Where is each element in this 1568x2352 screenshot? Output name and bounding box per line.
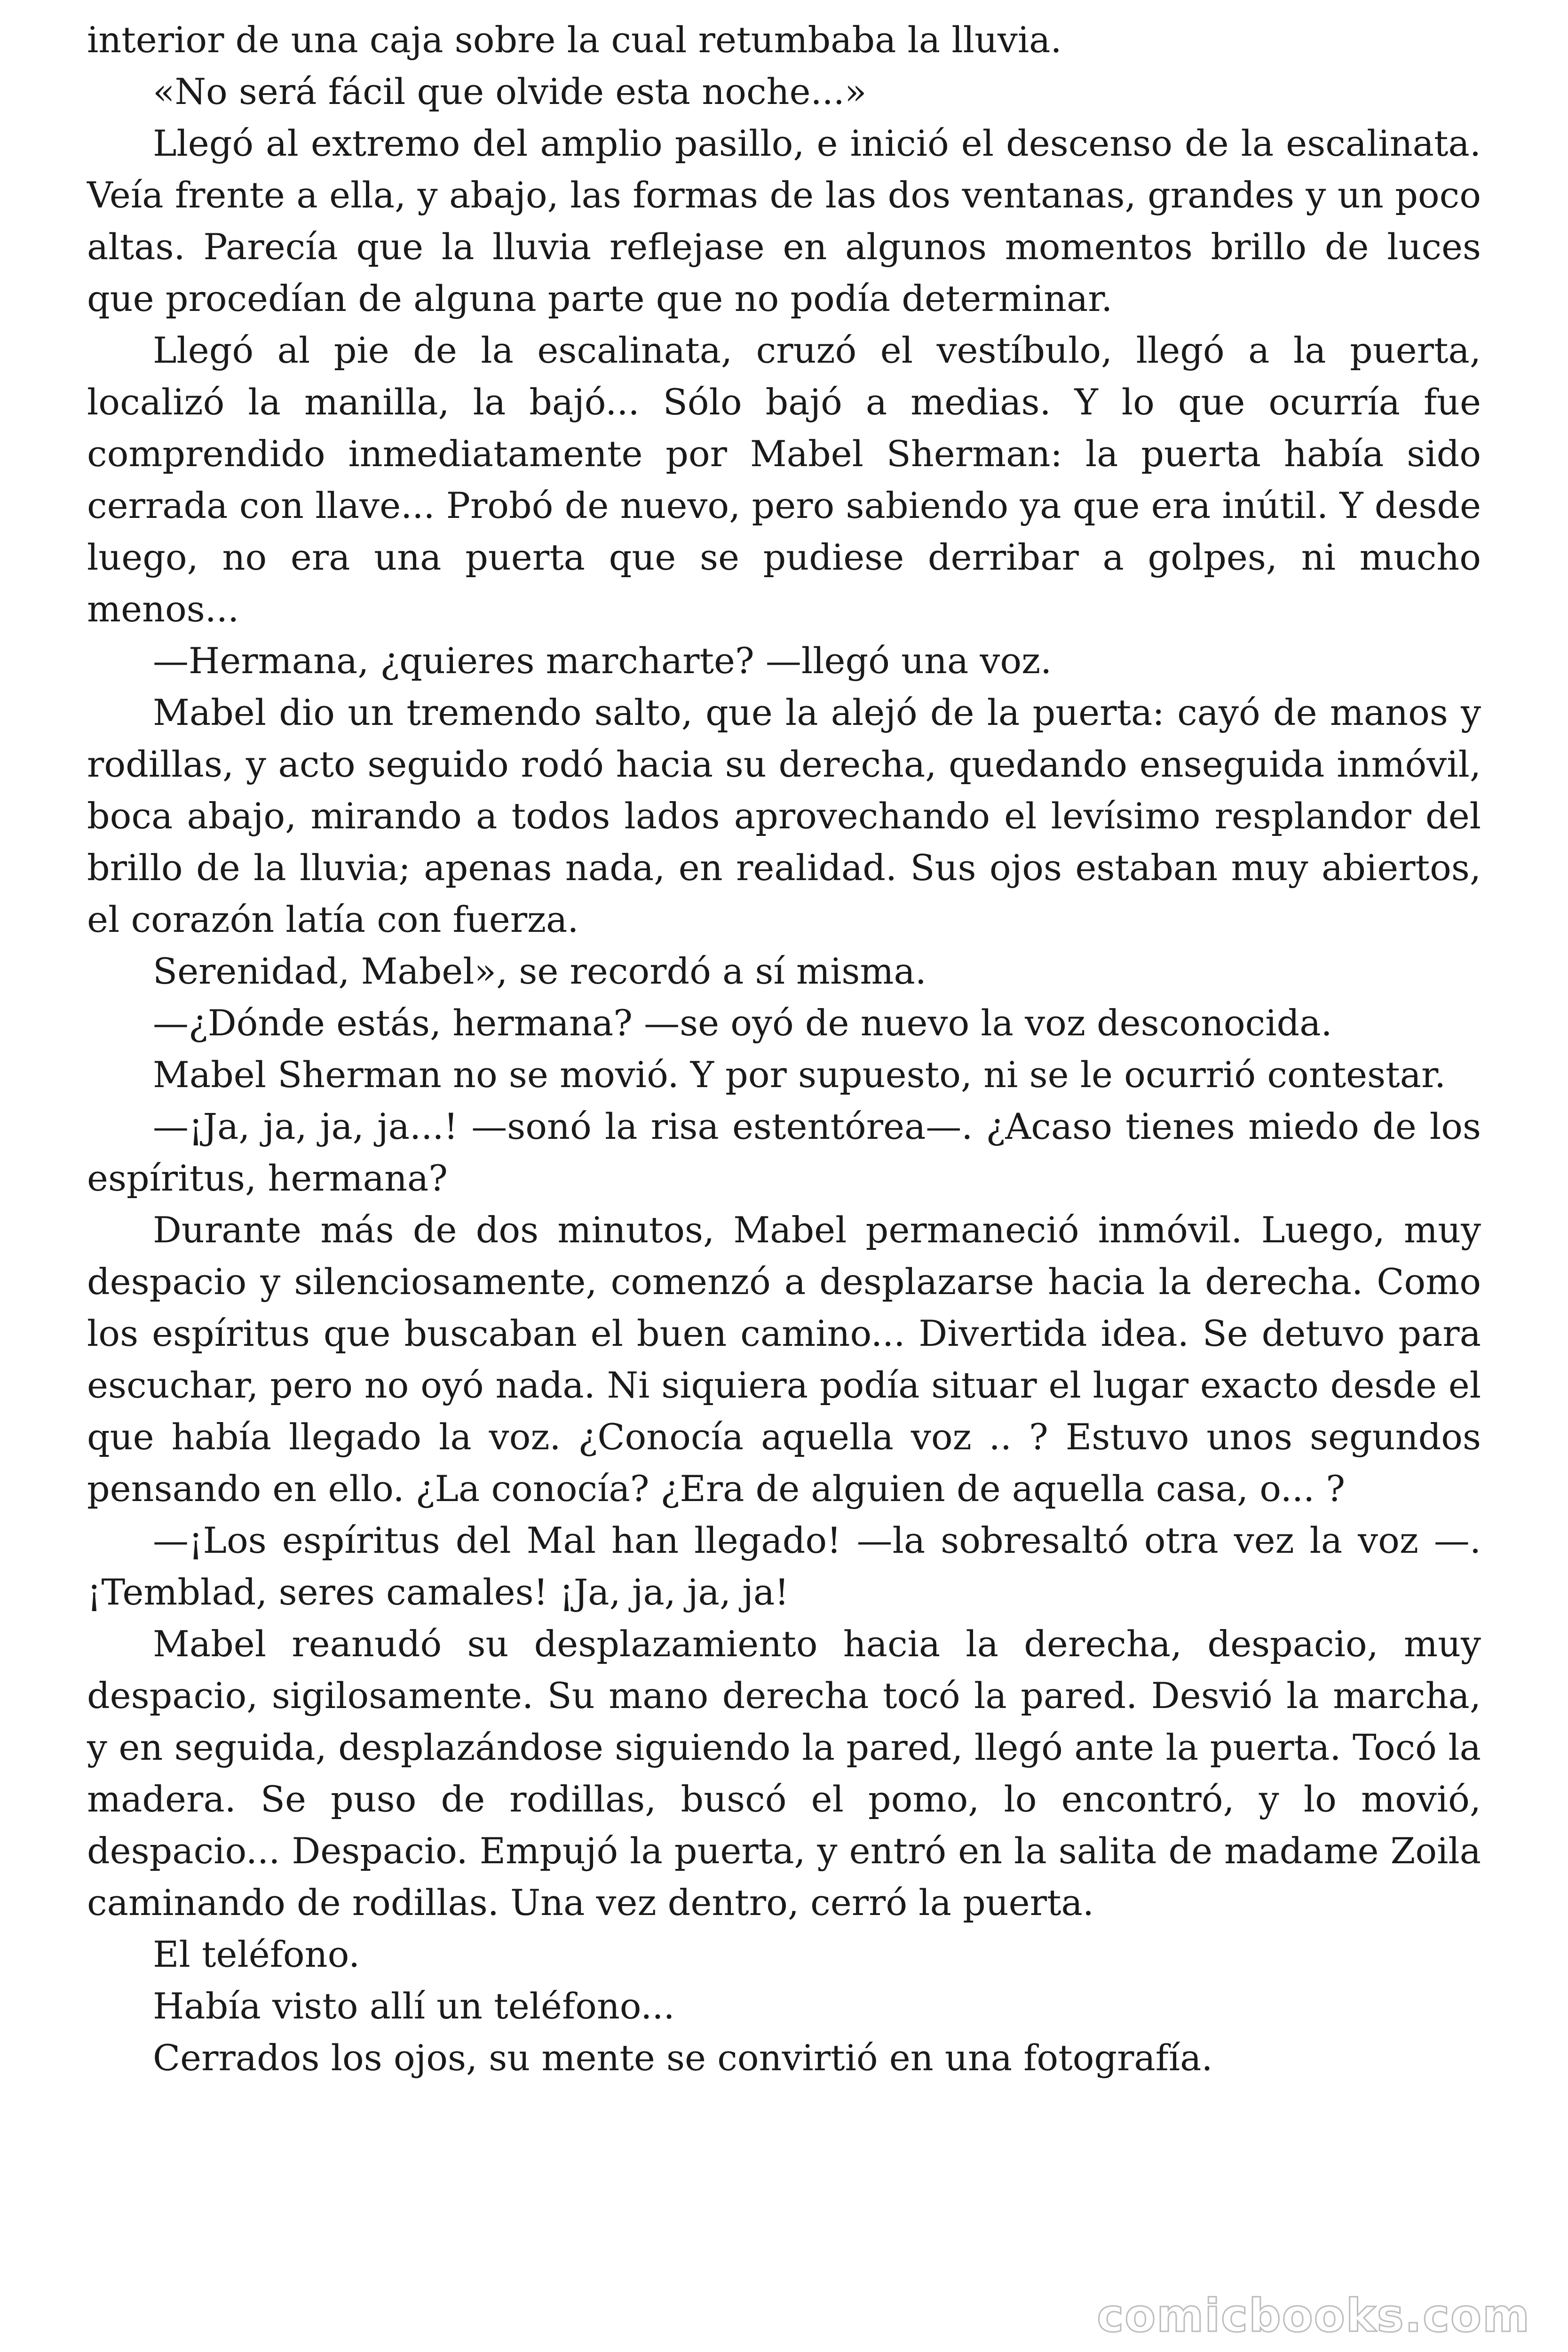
paragraph-3: Llegó al extremo del amplio pasillo, e inició el descenso de la escalinata. Veía frente a ella, y abajo, las formas de las dos ventanas, grandes y un poco altas. Parecía que la lluvia reflejase en algunos momentos brillo de luces que procedían de alguna parte que no podía determinar. <box>87 122 1481 319</box>
paragraph-11: Durante más de dos minutos, Mabel permaneció inmóvil. Luego, muy despacio y silenciosamente, comenzó a desplazarse hacia la derecha. Como los espíritus que buscaban el buen camino... Divertida idea. Se detuvo para escuchar, pero no oyó nada. Ni siquiera podía situar el lugar exacto desde el que había llegado la voz. ¿Conocía aquella voz .. ? Estuvo unos segundos pensando en ello. ¿La conocía? ¿Era de alguien de aquella casa, o... ? <box>87 1209 1481 1510</box>
paragraph-1: interior de una caja sobre la cual retumbaba la lluvia. <box>87 19 1062 61</box>
paragraph-4: Llegó al pie de la escalinata, cruzó el vestíbulo, llegó a la puerta, localizó la manilla, la bajó... Sólo bajó a medias. Y lo que ocurría fue comprendido inmediatamente por Mabel Sherman: la puerta había sido cerrada con llave... Probó de nuevo, pero sabiendo ya que era inútil. Y desde luego, no era una puerta que se pudiese derribar a golpes, ni mucho menos... <box>87 329 1481 630</box>
paragraph-15: Había visto allí un teléfono... <box>153 1985 675 2027</box>
paragraph-14: El teléfono. <box>153 1933 360 1975</box>
paragraph-7: Serenidad, Mabel», se recordó a sí misma. <box>153 950 927 992</box>
paragraph-13: Mabel reanudó su desplazamiento hacia la derecha, despacio, muy despacio, sigilosamente. Su mano derecha tocó la pared. Desvió la marcha, y en seguida, desplazándose siguiendo la pared, llegó ante la puerta. Tocó la madera. Se puso de rodillas, buscó el pomo, lo encontró, y lo movió, despacio... Despacio. Empujó la puerta, y entró en la salita de madame Zoila caminando de rodillas. Una vez dentro, cerró la puerta. <box>87 1623 1481 1923</box>
paragraph-12: —¡Los espíritus del Mal han llegado! —la sobresaltó otra vez la voz —. ¡Temblad, seres camales! ¡Ja, ja, ja, ja! <box>87 1519 1481 1613</box>
paragraph-2: «No será fácil que olvide esta noche...» <box>153 71 867 112</box>
paragraph-16: Cerrados los ojos, su mente se convirtió en una fotografía. <box>153 2037 1213 2079</box>
paragraph-10: —¡Ja, ja, ja, ja...! —sonó la risa estentórea—. ¿Acaso tienes miedo de los espíritus, hermana? <box>87 1105 1481 1199</box>
book-page <box>87 14 1481 2338</box>
paragraph-9: Mabel Sherman no se movió. Y por supuesto, ni se le ocurrió contestar. <box>153 1054 1446 1096</box>
paragraph-5: —Hermana, ¿quieres marcharte? —llegó una voz. <box>153 640 1052 682</box>
paragraph-8: —¿Dónde estás, hermana? —se oyó de nuevo la voz desconocida. <box>153 1002 1332 1044</box>
watermark-logo: comicbooks.com <box>1092 2290 1535 2342</box>
paragraph-6: Mabel dio un tremendo salto, que la alejó de la puerta: cayó de manos y rodillas, y acto seguido rodó hacia su derecha, quedando enseguida inmóvil, boca abajo, mirando a todos lados aprovechando el levísimo resplandor del brillo de la lluvia; apenas nada, en realidad. Sus ojos estaban muy abiertos, el corazón latía con fuerza. <box>87 691 1481 940</box>
